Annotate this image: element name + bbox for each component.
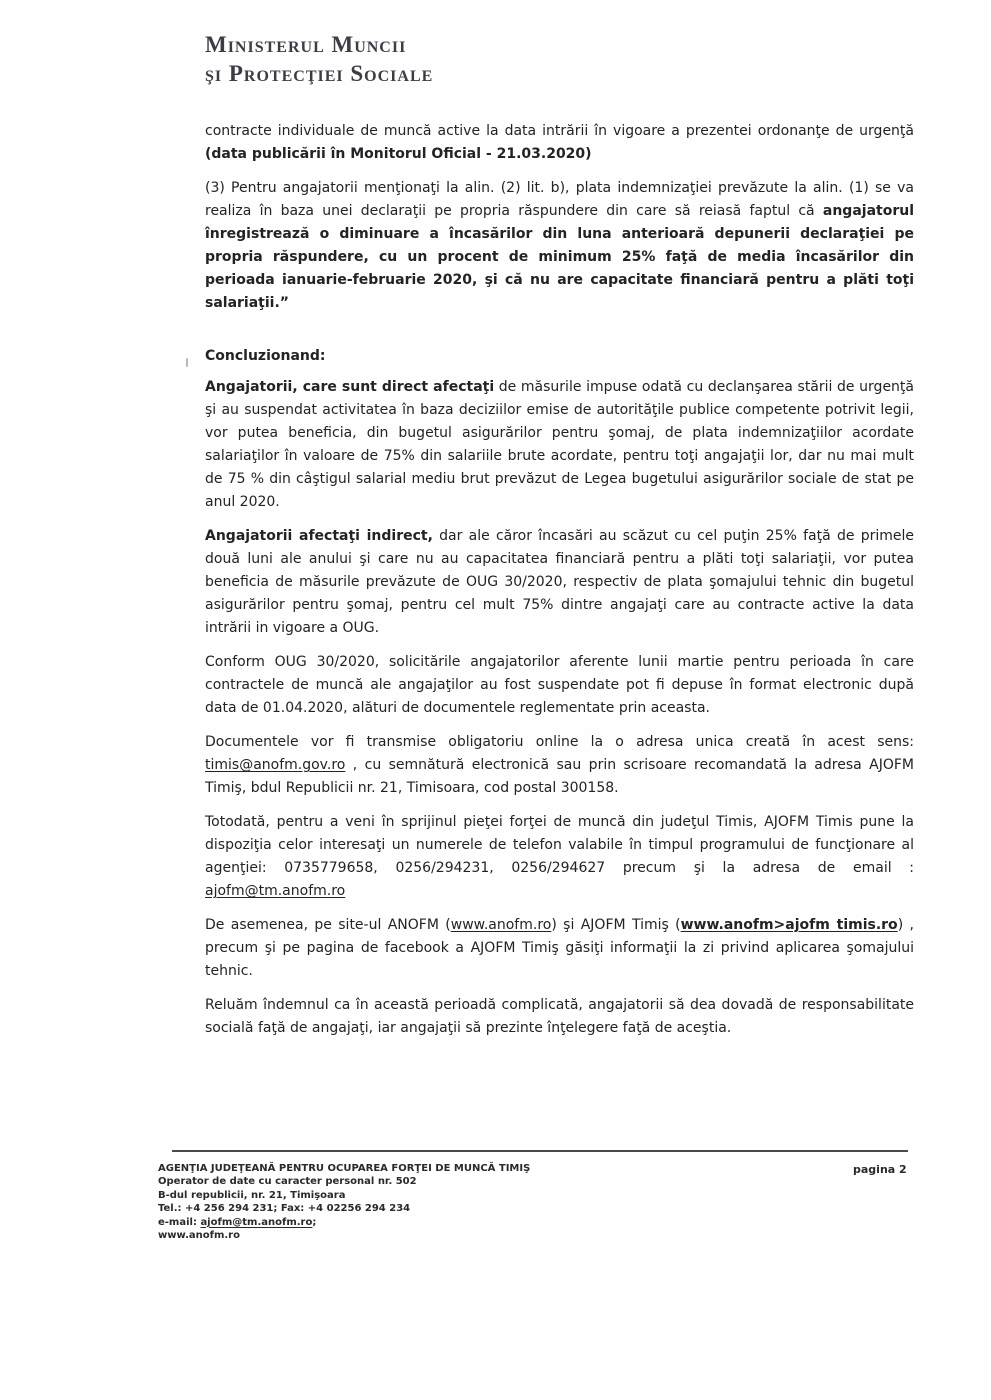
paragraph-phone-numbers: Totodată, pentru a veni în sprijinul pieţei forţei de muncă din judeţul Timis, AJOFM Timis pune la dispoziţia celor interesaţi un numerele de telefon valabile în timpul programului de funcţionare al agenţiei: 0735779658, 0256/294231, 0256/294627 precum şi la adresa de email : ajofm@tm.anofm.ro <box>205 814 914 899</box>
footer-agency-name: AGENŢIA JUDEŢEANĂ PENTRU OCUPAREA FORŢEI DE MUNCĂ TIMIŞ <box>158 1163 531 1174</box>
ministry-name-line2: şi Protecţiei Sociale <box>205 61 434 86</box>
paragraph-websites-facebook: De asemenea, pe site-ul ANOFM (www.anofm.ro) şi AJOFM Timiş (www.anofm>ajofm timis.ro) , precum şi pe pagina de facebook a AJOFM Timiş găsiţi informaţii la zi privind aplicarea şomajului tehnic. <box>205 917 914 979</box>
paragraph-direct-affected-employers: Angajatorii, care sunt direct afectaţi de măsurile impuse odată cu declanşarea stării de urgenţă şi au suspendat activitatea în baza deciziilor emise de autorităţile publice competente potrivit legii, vor putea beneficia, din bugetul asigurărilor pentru şomaj, de plata indemnizaţiilor acordate salariaţilor în valoare de 75% din salariile brute acordate, pentru toţi angajaţii lor, dar nu mai mult de 75 % din câştigul salarial mediu brut prevăzut de Legea bugetului asigurărilor sociale de stat pe anul 2020. <box>205 379 915 510</box>
ministry-name-line1: Ministerul Muncii <box>205 32 407 57</box>
paragraph-ordinance-contracts: contracte individuale de muncă active la data intrării în vigoare a prezentei ordonanţe de urgenţă (data publicării în Monitorul Oficial - 21.03.2020) <box>205 123 914 162</box>
paragraph-alin3-declaration: (3) Pentru angajatorii menţionaţi la alin. (2) lit. b), plata indemnizaţiei prevăzute la alin. (1) se va realiza în baza unei declaraţii pe propria răspundere din care să reiasă faptul că angajatorul înregistrează o diminuare a încasărilor din luna anterioară depunerii declaraţiei pe propria răspundere, cu un procent de minimum 25% faţă de media încasărilor din perioada ianuarie-februarie 2020, şi că nu are capacitate financiară pentru a plăti toţi salariaţii.” <box>205 180 914 311</box>
document-body <box>205 120 914 1051</box>
agency-footer <box>158 1162 718 1242</box>
paragraph-closing-appeal: Reluăm îndemnul ca în această perioadă complicată, angajatorii să dea dovadă de responsabilitate socială faţă de angajaţi, iar angajaţii să prezinte înţelegere faţă de aceştia. <box>205 997 914 1036</box>
footer-address: B-dul republicii, nr. 21, Timişoara <box>158 1189 346 1201</box>
section-heading-concluding: Concluzionand: <box>205 348 326 364</box>
ministry-letterhead <box>205 30 433 88</box>
paragraph-oug-march-requests: Conform OUG 30/2020, solicitările angajatorilor aferente lunii martie pentru perioada în care contractele de muncă ale angajaţilor au fost suspendate pot fi depuse în format electronic după data de 01.04.2020, alături de documentele reglementate prin aceasta. <box>205 654 914 716</box>
footer-email: e-mail: ajofm@tm.anofm.ro; <box>158 1216 317 1228</box>
page-number: pagina 2 <box>853 1163 907 1176</box>
scan-artifact-mark <box>186 358 188 367</box>
paragraph-documents-online-address: Documentele vor fi transmise obligatoriu online la o adresa unica creată în acest sens: timis@anofm.gov.ro , cu semnătură electronică sau prin scrisoare recomandată la adresa AJOFM Timiş, bdul Republicii nr. 21, Timisoara, cod postal 300158. <box>205 734 914 796</box>
footer-phone-fax: Tel.: +4 256 294 231; Fax: +4 02256 294 234 <box>158 1203 411 1215</box>
footer-operator-number: Operator de date cu caracter personal nr. 502 <box>158 1176 417 1188</box>
paragraph-indirect-affected-employers: Angajatorii afectaţi indirect, dar ale căror încasări au scăzut cu cel puţin 25% faţă de primele două luni ale anului şi care nu au capacitatea financiară pentru a plăti toţi salariaţii, vor putea beneficia de măsurile prevăzute de OUG 30/2020, respectiv de plata şomajului tehnic din bugetul asigurărilor pentru şomaj, pentru cel mult 75% dintre angajaţi care au contracte active la data intrării in vigoare a OUG. <box>205 528 914 636</box>
footer-website: www.anofm.ro <box>158 1230 240 1242</box>
footer-separator-line <box>172 1150 908 1152</box>
